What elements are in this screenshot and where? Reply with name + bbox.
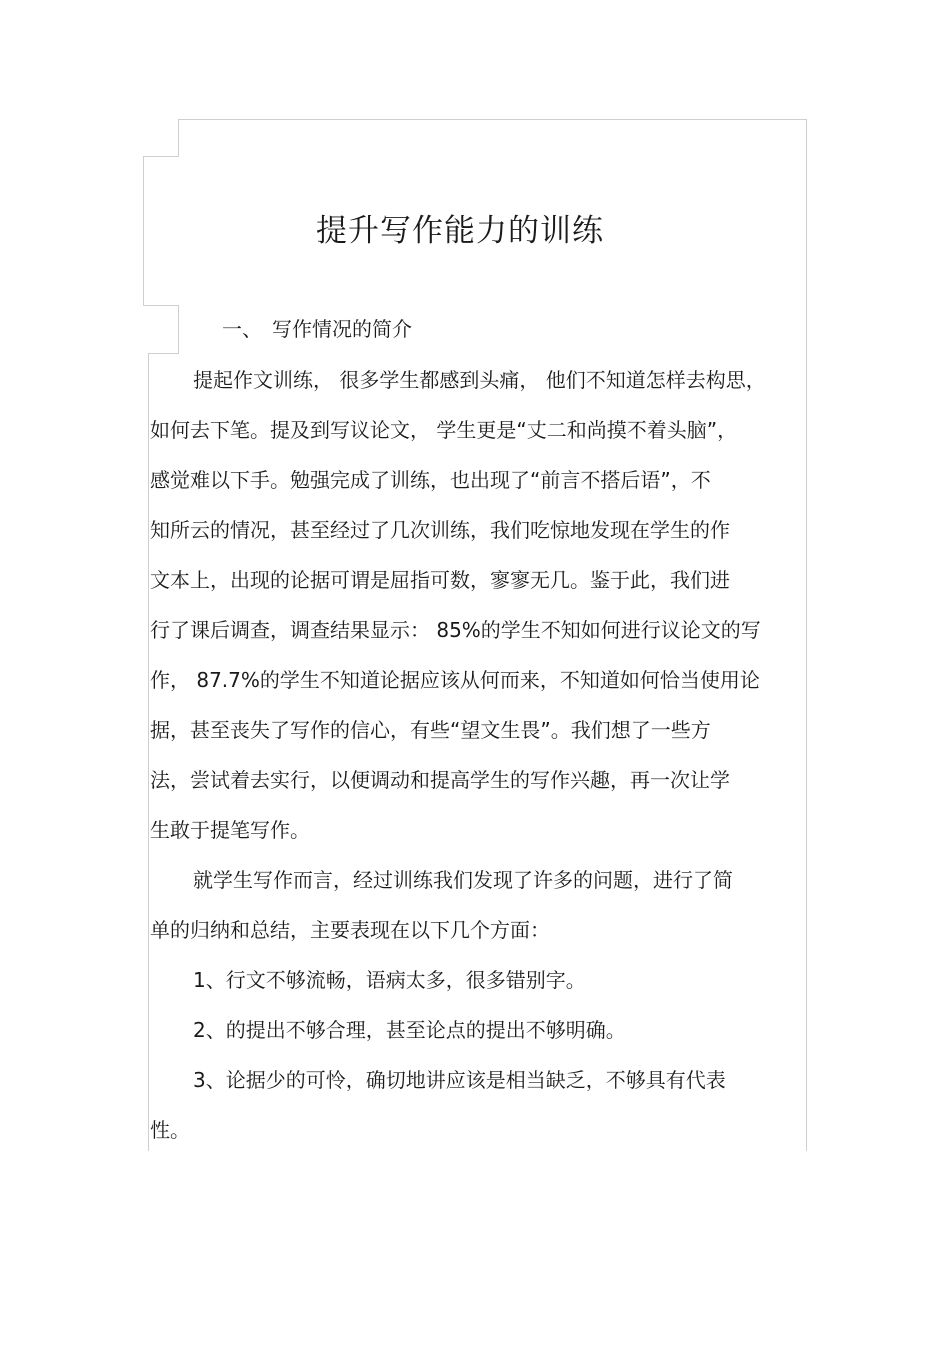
frame-step-line-1 <box>143 156 179 157</box>
paragraph-line: 就学生写作而言，经过训练我们发现了许多的问题，进行了简 <box>193 868 733 892</box>
paragraph-line: 法，尝试着去实行，以便调动和提高学生的写作兴趣，再一次让学 <box>150 768 730 792</box>
paragraph-line: 据，甚至丧失了写作的信心，有些“望文生畏”。我们想了一些方 <box>150 718 711 742</box>
section-heading: 一、 写作情况的简介 <box>222 317 412 341</box>
frame-top-line <box>178 119 807 120</box>
paragraph-line: 性。 <box>150 1118 190 1142</box>
list-item: 1、行文不够流畅，语病太多，很多错别字。 <box>193 968 586 992</box>
frame-inner-left-line-1 <box>178 119 179 156</box>
frame-step-line-2 <box>143 305 179 306</box>
frame-outer-left-line-2 <box>148 353 149 1151</box>
paragraph-line: 行了课后调查，调查结果显示： 85%的学生不知如何进行议论文的写 <box>150 618 761 642</box>
frame-outer-left-line-1 <box>143 156 144 305</box>
frame-right-line <box>806 119 807 1151</box>
paragraph-line: 提起作文训练， 很多学生都感到头痛， 他们不知道怎样去构思， <box>193 368 766 392</box>
list-item: 2、的提出不够合理，甚至论点的提出不够明确。 <box>193 1018 626 1042</box>
document-title: 提升写作能力的训练 <box>316 213 604 249</box>
paragraph-line: 如何去下笔。提及到写议论文， 学生更是“丈二和尚摸不着头脑”， <box>150 418 738 442</box>
paragraph-line: 生敢于提笔写作。 <box>150 818 310 842</box>
paragraph-line: 文本上，出现的论据可谓是屈指可数，寥寥无几。鉴于此，我们进 <box>150 568 730 592</box>
paragraph-line: 感觉难以下手。勉强完成了训练，也出现了“前言不搭后语”，不 <box>150 468 711 492</box>
paragraph-line: 单的归纳和总结，主要表现在以下几个方面： <box>150 918 550 942</box>
paragraph-line: 知所云的情况，甚至经过了几次训练，我们吃惊地发现在学生的作 <box>150 518 730 542</box>
list-item: 3、论据少的可怜，确切地讲应该是相当缺乏，不够具有代表 <box>193 1068 726 1092</box>
frame-inner-left-line-2 <box>178 305 179 354</box>
paragraph-line: 作， 87.7%的学生不知道论据应该从何而来，不知道如何恰当使用论 <box>150 668 760 692</box>
frame-step-line-3 <box>148 353 179 354</box>
